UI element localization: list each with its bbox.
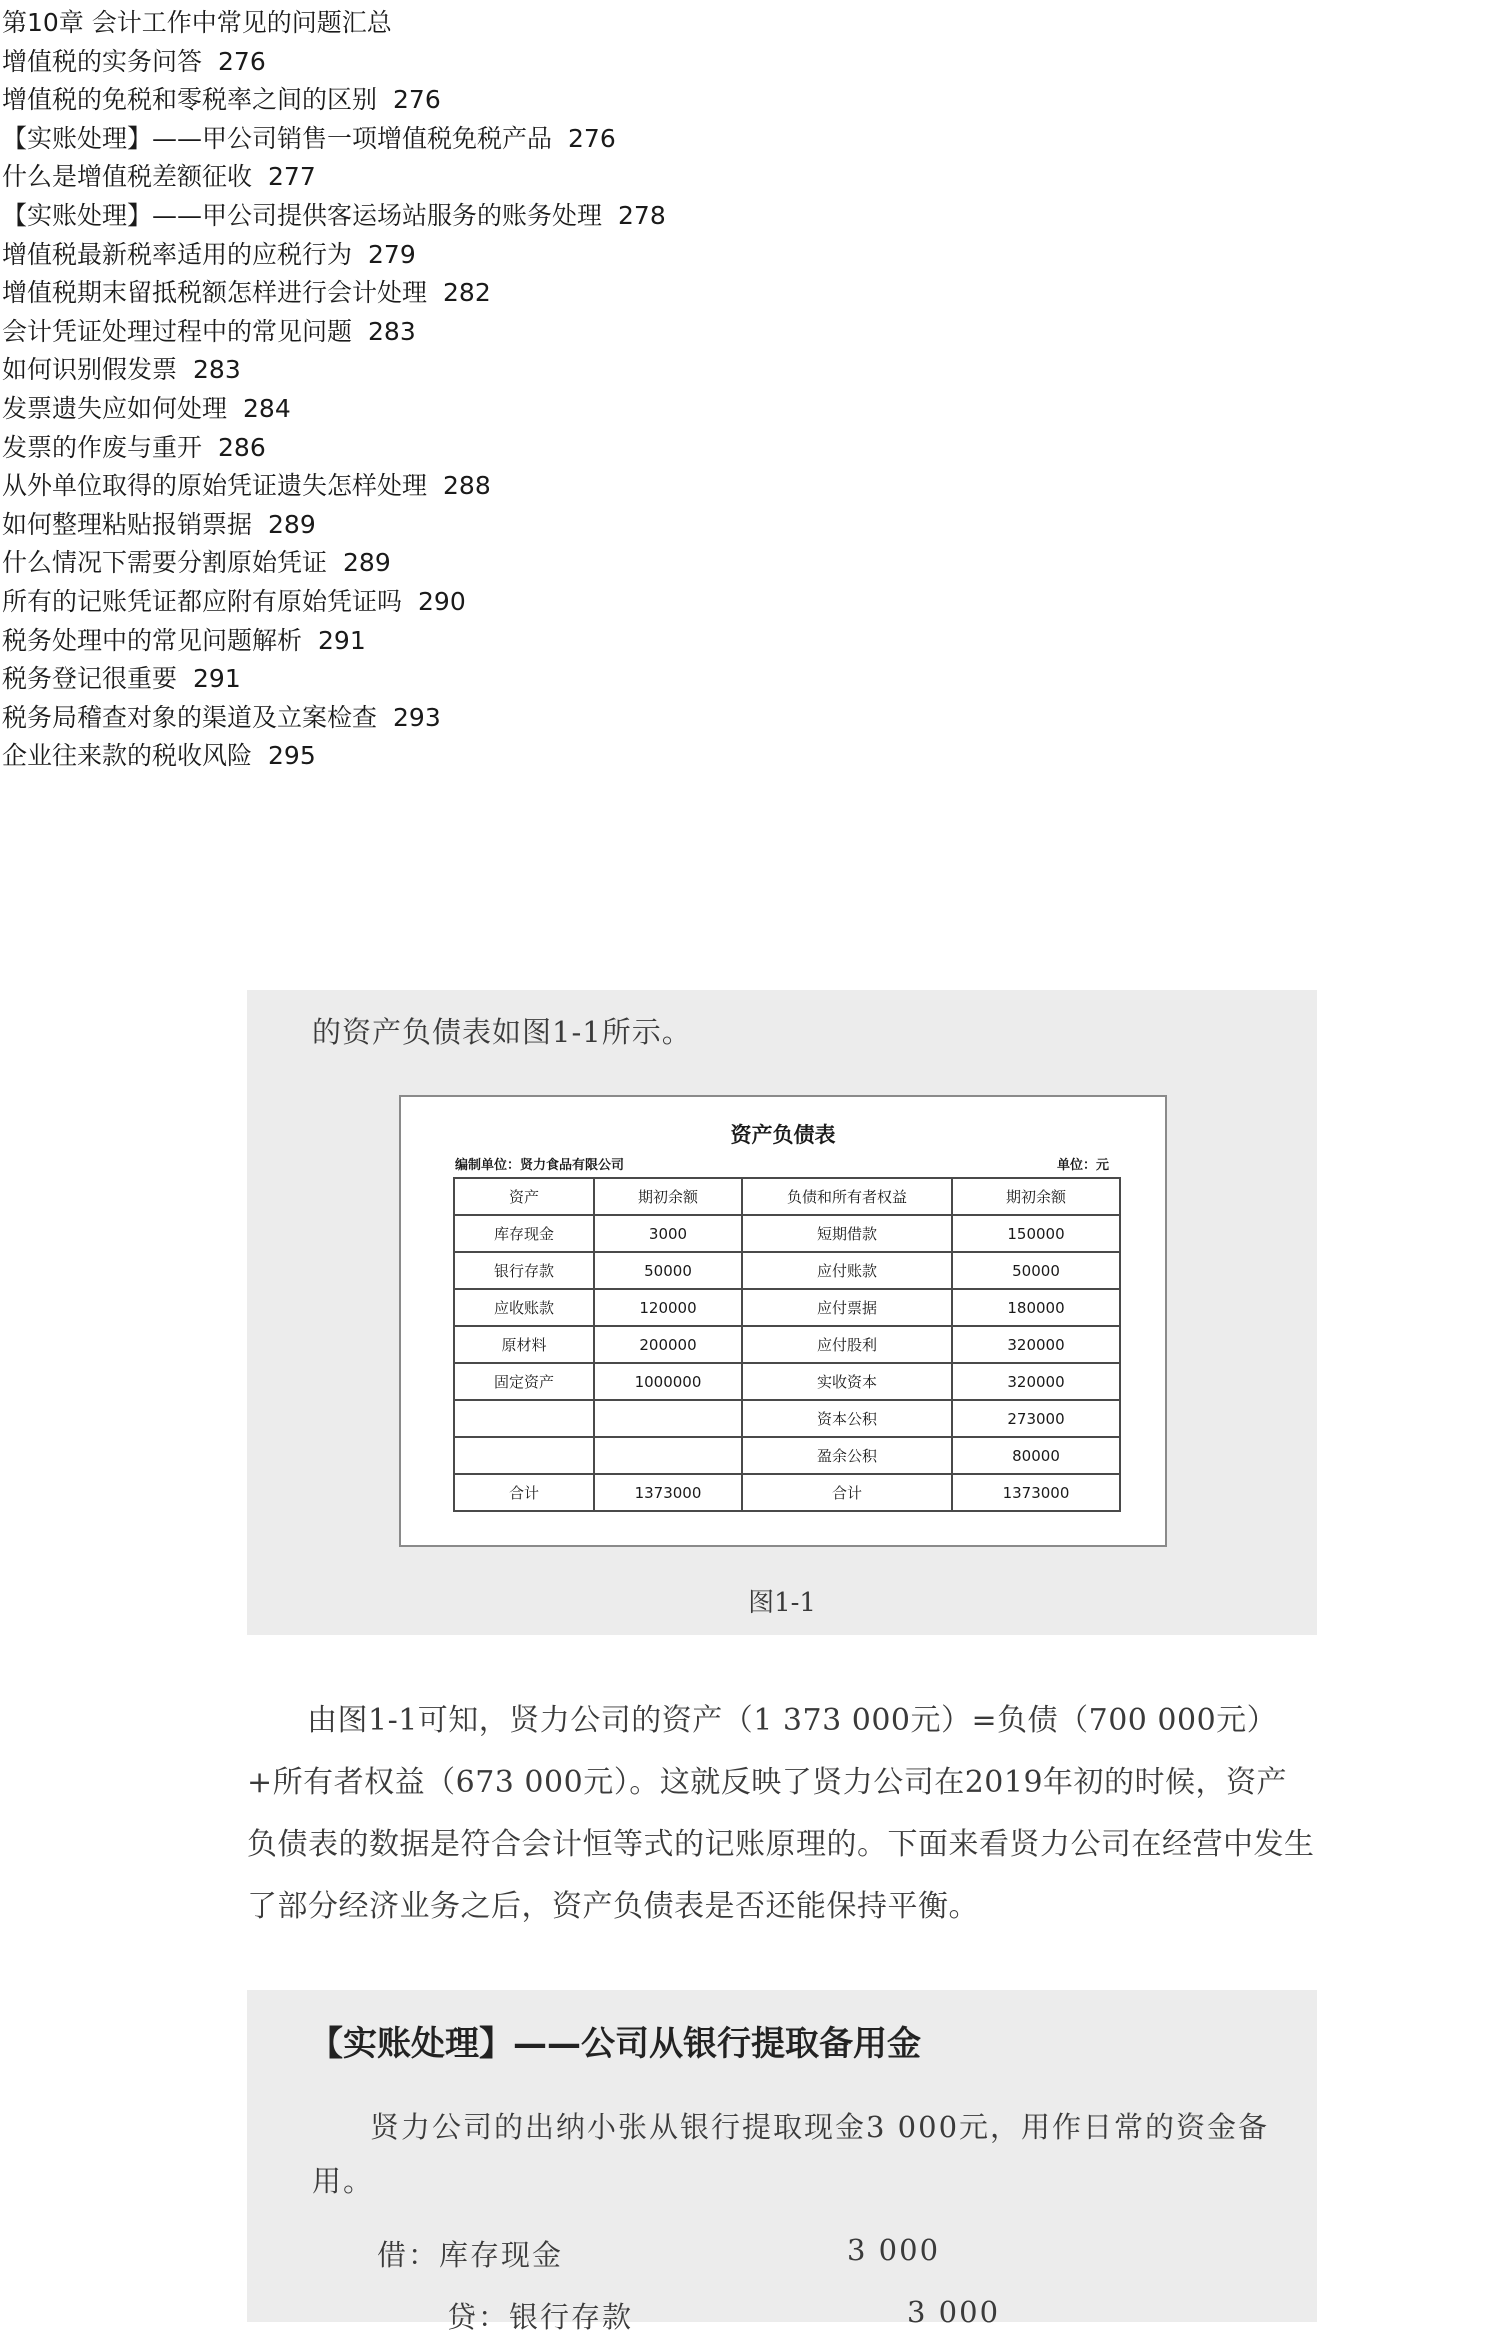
table-cell	[594, 1400, 742, 1437]
toc-entry-page: 291	[318, 625, 366, 655]
table-cell: 盈余公积	[742, 1437, 952, 1474]
toc-entry-page: 284	[243, 393, 291, 423]
toc-entry-title: 第10章 会计工作中常见的问题汇总	[2, 8, 392, 37]
table-row	[454, 1252, 1120, 1289]
table-cell: 1373000	[952, 1474, 1120, 1511]
body-paragraph: 由图1-1可知，贤力公司的资产（1 373 000元）=负债（700 000元）+所有者权益（673 000元）。这就反映了贤力公司在2019年初的时候，资产负债表的数据是符合会计恒等式的记账原理的。下面来看贤力公司在经营中发生了部分经济业务之后，资产负债表是否还能保持平衡。	[247, 1703, 1315, 1924]
toc-entry-page: 278	[618, 200, 666, 230]
toc-entry-title: 发票的作废与重开	[2, 432, 203, 462]
table-cell: 80000	[952, 1437, 1120, 1474]
toc-entry-title: 增值税最新税率适用的应税行为	[2, 239, 353, 269]
toc-entry	[2, 274, 902, 313]
toc-entry-page: 276	[218, 46, 266, 76]
toc-entry-page: 293	[393, 702, 441, 732]
table-cell: 150000	[952, 1215, 1120, 1252]
table-row	[454, 1215, 1120, 1252]
table-cell	[594, 1437, 742, 1474]
toc-entry-title: 【实账处理】——甲公司提供客运场站服务的账务处理	[2, 200, 603, 230]
case-body: 贤力公司的出纳小张从银行提取现金3 000元，用作日常的资金备用。	[312, 2110, 1270, 2198]
toc-entry	[2, 158, 902, 197]
toc-entry	[2, 390, 902, 429]
toc-entry-page: 290	[418, 586, 466, 616]
toc-entry-title: 税务登记很重要	[2, 664, 178, 694]
table-cell: 应收账款	[454, 1289, 594, 1326]
toc-entry-title: 什么是增值税差额征收	[2, 162, 253, 192]
table-of-contents	[2, 4, 902, 776]
toc-entry	[2, 351, 902, 390]
toc-entry-title: 什么情况下需要分割原始凭证	[2, 548, 328, 578]
toc-entry-title: 从外单位取得的原始凭证遗失怎样处理	[2, 471, 428, 501]
toc-entry-page: 277	[268, 162, 316, 192]
toc-entry	[2, 622, 902, 661]
table-cell: 320000	[952, 1363, 1120, 1400]
table-cell: 320000	[952, 1326, 1120, 1363]
toc-entry-page: 283	[368, 316, 416, 346]
toc-entry-title: 税务局稽查对象的渠道及立案检查	[2, 702, 378, 732]
toc-entry	[2, 699, 902, 738]
toc-entry-page: 289	[268, 509, 316, 539]
table-cell: 固定资产	[454, 1363, 594, 1400]
toc-entry-title: 增值税期末留抵税额怎样进行会计处理	[2, 278, 428, 308]
table-header-cell: 期初余额	[594, 1178, 742, 1215]
toc-entry	[2, 120, 902, 159]
balance-sheet-table	[453, 1177, 1121, 1512]
toc-entry-page: 288	[443, 471, 491, 501]
table-cell: 应付票据	[742, 1289, 952, 1326]
debit-amount: 3 000	[847, 2233, 941, 2267]
toc-entry-title: 发票遗失应如何处理	[2, 393, 228, 423]
currency-unit-label: 单位：元	[1056, 1158, 1109, 1173]
table-cell: 273000	[952, 1400, 1120, 1437]
table-cell: 银行存款	[454, 1252, 594, 1289]
figure-intro: 的资产负债表如图1-1所示。	[312, 1015, 692, 1049]
toc-entry	[2, 737, 902, 776]
table-cell	[454, 1400, 594, 1437]
table-cell: 200000	[594, 1326, 742, 1363]
toc-entry-title: 会计凭证处理过程中的常见问题	[2, 316, 353, 346]
prepared-by-label: 编制单位：贤力食品有限公司	[455, 1158, 625, 1173]
table-header-cell: 期初余额	[952, 1178, 1120, 1215]
table-cell: 实收资本	[742, 1363, 952, 1400]
toc-entry-page: 276	[568, 123, 616, 153]
table-row	[454, 1363, 1120, 1400]
table-header-row	[454, 1178, 1120, 1215]
figure-caption: 图1-1	[748, 1588, 816, 1618]
toc-entry	[2, 467, 902, 506]
toc-entry-page: 286	[218, 432, 266, 462]
toc-entry-page: 291	[193, 664, 241, 694]
case-screenshot	[247, 1990, 1317, 2334]
toc-entry	[2, 4, 902, 43]
toc-entry-title: 如何整理粘贴报销票据	[2, 509, 253, 539]
table-cell: 50000	[594, 1252, 742, 1289]
toc-entry	[2, 236, 902, 275]
toc-entry	[2, 197, 902, 236]
toc-entry-page: 289	[343, 548, 391, 578]
table-header-cell: 负债和所有者权益	[742, 1178, 952, 1215]
table-cell: 原材料	[454, 1326, 594, 1363]
case-title: 【实账处理】——公司从银行提取备用金	[309, 2024, 921, 2064]
debit-account: 借：库存现金	[377, 2238, 564, 2272]
figure-screenshot	[247, 990, 1317, 1635]
toc-entry	[2, 660, 902, 699]
table-cell: 资本公积	[742, 1400, 952, 1437]
toc-entry-title: 如何识别假发票	[2, 355, 178, 385]
table-header-cell: 资产	[454, 1178, 594, 1215]
toc-entry	[2, 544, 902, 583]
balance-sheet	[399, 1095, 1167, 1547]
toc-entry-page: 282	[443, 278, 491, 308]
toc-entry-title: 【实账处理】——甲公司销售一项增值税免税产品	[2, 123, 553, 153]
toc-entry-title: 所有的记账凭证都应附有原始凭证吗	[2, 586, 403, 616]
table-cell: 50000	[952, 1252, 1120, 1289]
table-row	[454, 1400, 1120, 1437]
toc-entry	[2, 429, 902, 468]
table-cell: 短期借款	[742, 1215, 952, 1252]
toc-entry	[2, 583, 902, 622]
table-cell: 180000	[952, 1289, 1120, 1326]
toc-entry-page: 295	[268, 741, 316, 771]
table-cell: 3000	[594, 1215, 742, 1252]
table-cell: 库存现金	[454, 1215, 594, 1252]
toc-entry-title: 税务处理中的常见问题解析	[2, 625, 303, 655]
table-cell	[454, 1437, 594, 1474]
toc-entry	[2, 43, 902, 82]
toc-entry	[2, 313, 902, 352]
table-cell: 120000	[594, 1289, 742, 1326]
credit-account: 贷：银行存款	[447, 2300, 634, 2334]
table-row	[454, 1437, 1120, 1474]
table-row	[454, 1289, 1120, 1326]
toc-entry	[2, 81, 902, 120]
table-cell: 1373000	[594, 1474, 742, 1511]
toc-entry-title: 增值税的实务问答	[2, 46, 203, 76]
toc-entry-title: 企业往来款的税收风险	[2, 741, 253, 771]
table-row	[454, 1326, 1120, 1363]
toc-entry-page: 279	[368, 239, 416, 269]
toc-entry-title: 增值税的免税和零税率之间的区别	[2, 85, 378, 115]
table-cell: 1000000	[594, 1363, 742, 1400]
toc-entry	[2, 506, 902, 545]
toc-entry-page: 276	[393, 85, 441, 115]
balance-sheet-title: 资产负债表	[730, 1123, 836, 1147]
table-cell: 合计	[742, 1474, 952, 1511]
table-cell: 合计	[454, 1474, 594, 1511]
table-cell: 应付账款	[742, 1252, 952, 1289]
credit-amount: 3 000	[907, 2295, 1001, 2329]
table-row	[454, 1474, 1120, 1511]
toc-entry-page: 283	[193, 355, 241, 385]
table-cell: 应付股利	[742, 1326, 952, 1363]
